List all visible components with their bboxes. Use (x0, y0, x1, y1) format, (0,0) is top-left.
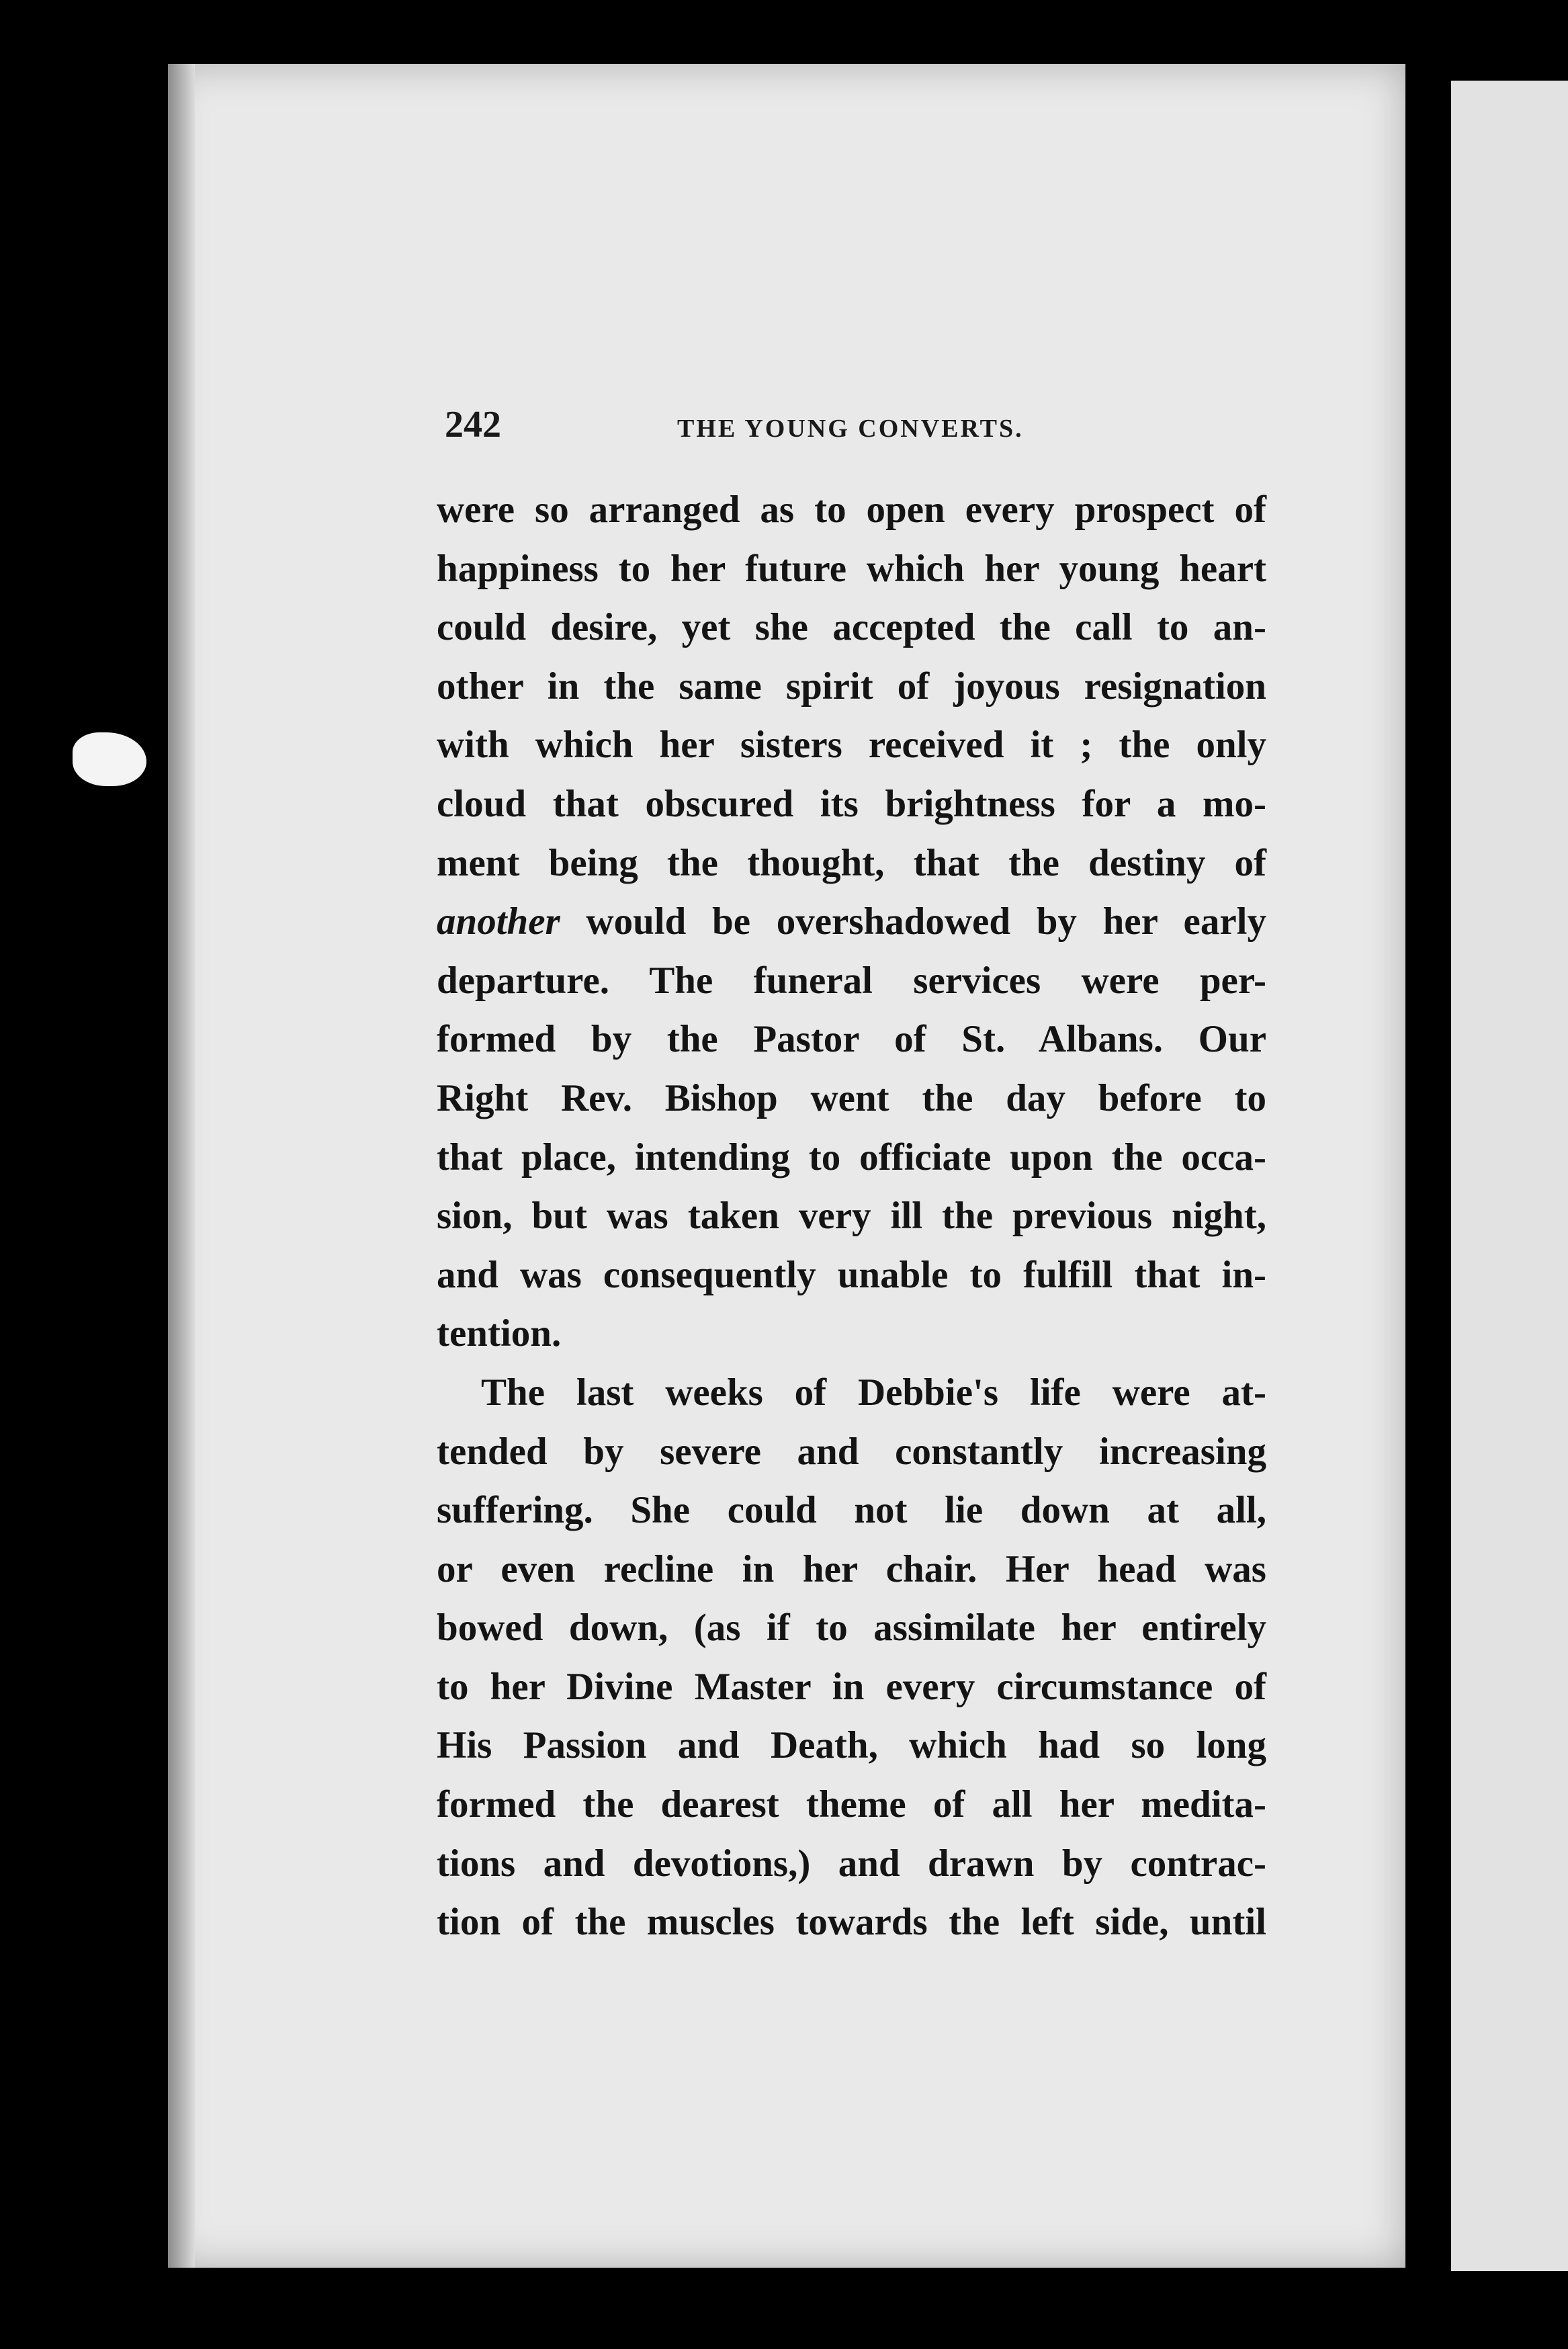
text-run: other in the same spirit of joyous resignation (437, 665, 1266, 708)
text-run: were so arranged as to open every prospect of (437, 488, 1266, 531)
text-run: His Passion and Death, which had so long (437, 1724, 1266, 1767)
text-run: happiness to her future which her young heart (437, 547, 1266, 590)
text-run: formed by the Pastor of St. Albans. Our (437, 1018, 1266, 1061)
text-line (437, 1304, 1266, 1363)
text-run: bowed down, (as if to assimilate her entirely (437, 1607, 1266, 1650)
text-line (437, 775, 1266, 834)
text-run: formed the dearest theme of all her medita- (437, 1783, 1266, 1826)
text-line (437, 1893, 1266, 1952)
text-run: to her Divine Master in every circumstance of (437, 1665, 1266, 1708)
text-run: cloud that obscured its brightness for a mo- (437, 782, 1266, 825)
facing-page-edge (1451, 81, 1568, 2271)
text-run: or even recline in her chair. Her head was (437, 1547, 1266, 1590)
text-line (437, 1128, 1266, 1187)
text-run: and was consequently unable to fulfill that in- (437, 1253, 1266, 1296)
text-line (437, 1834, 1266, 1893)
text-run: tion of the muscles towards the left side, until (437, 1901, 1266, 1944)
body-text (437, 480, 1266, 1952)
text-run: Right Rev. Bishop went the day before to (437, 1076, 1266, 1119)
page-header (445, 403, 1264, 457)
text-line (437, 1716, 1266, 1775)
text-line (437, 1540, 1266, 1599)
text-run: with which her sisters received it ; the only (437, 724, 1266, 767)
text-run: could desire, yet she accepted the call to an- (437, 606, 1266, 649)
text-line (437, 1775, 1266, 1834)
text-run: suffering. She could not lie down at all, (437, 1489, 1266, 1532)
text-run: tended by severe and constantly increasing (437, 1430, 1266, 1473)
text-line (437, 1069, 1266, 1128)
text-run: The last weeks of Debbie's life were at- (481, 1371, 1266, 1414)
text-line (437, 1363, 1266, 1422)
text-line (437, 1481, 1266, 1540)
text-run: would be overshadowed by her early (560, 900, 1266, 943)
text-run: tention. (437, 1312, 562, 1355)
text-line (437, 951, 1266, 1011)
text-run: tions and devotions,) and drawn by contrac- (437, 1842, 1266, 1885)
text-line (437, 834, 1266, 893)
text-line (437, 540, 1266, 599)
text-run: sion, but was taken very ill the previous night, (437, 1195, 1266, 1238)
italic-word: another (437, 900, 560, 943)
text-line (437, 716, 1266, 775)
text-line (437, 1658, 1266, 1717)
text-line (437, 657, 1266, 716)
text-line (437, 598, 1266, 657)
text-run: that place, intending to officiate upon the occa- (437, 1136, 1266, 1179)
text-run: departure. The funeral services were per- (437, 959, 1266, 1002)
text-line (437, 892, 1266, 951)
text-line (437, 1010, 1266, 1069)
text-line (437, 1598, 1266, 1658)
running-head: THE YOUNG CONVERTS. (677, 415, 1024, 443)
text-line (437, 1422, 1266, 1482)
text-line (437, 1187, 1266, 1246)
text-line (437, 1246, 1266, 1305)
paper-blemish (73, 732, 146, 786)
page-gutter (1405, 81, 1451, 2271)
text-run: ment being the thought, that the destiny of (437, 841, 1266, 884)
page-number: 242 (445, 404, 501, 445)
text-line (437, 480, 1266, 540)
